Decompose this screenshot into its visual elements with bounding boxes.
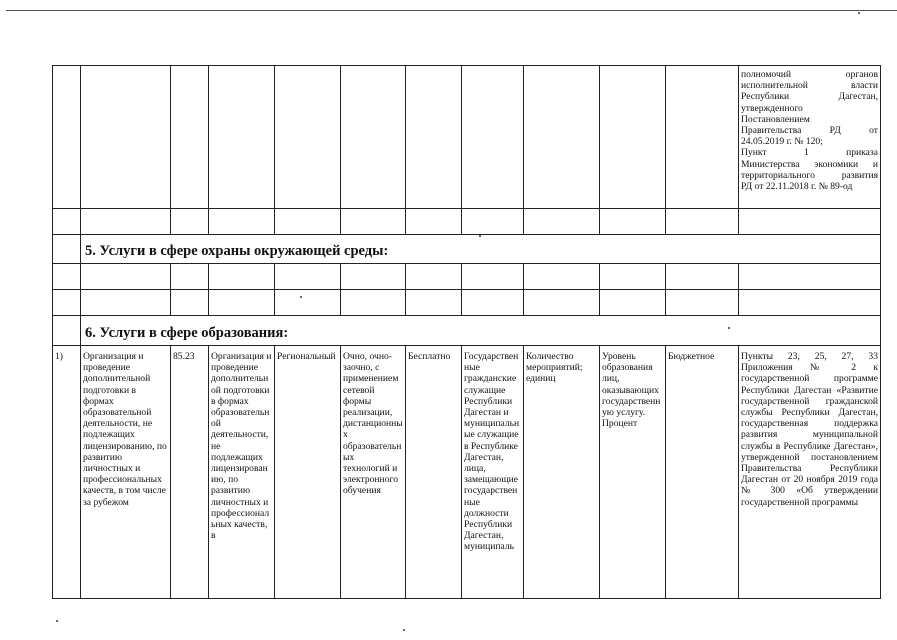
cell-quality: Уровень образования лиц, оказывающих государственную услугу. Процент [600, 346, 666, 599]
basis-line: утвержденного [741, 102, 803, 114]
scan-speck [403, 629, 405, 631]
cell-description: Организация и проведение дополнительной подготовки в формах образовательной деятельности, не подлежащих лицензированию, по развитию личностных и профессиональных качеств, в [209, 346, 275, 599]
cell-form [341, 66, 406, 209]
cell-num: 1) [53, 346, 81, 599]
table-row-empty [53, 290, 881, 316]
cell-funding: Бюджетное [666, 346, 739, 599]
section-5-title: 5. Услуги в сфере охраны окружающей среды: [81, 235, 881, 264]
services-table [52, 65, 881, 599]
basis-line: полномочий органов [741, 69, 878, 80]
cell-num [53, 66, 81, 209]
basis-line: территориального развития [741, 169, 878, 181]
cell-volume: Количество мероприятий; единиц [524, 346, 600, 599]
cell-recipients: Государственные гражданские служащие Республики Дагестан и муниципальные служащие в Республике Дагестан, лица, замещающие государственные должности Республики Дагестан, муниципаль [462, 346, 524, 599]
scan-speck [300, 296, 302, 298]
table-row [53, 346, 881, 599]
scan-speck [858, 12, 860, 14]
cell-legal-basis [739, 66, 881, 209]
basis-line: РД от 22.11.2018 г. № 89-од [741, 181, 853, 193]
basis-line: Правительства РД от [741, 125, 878, 137]
table-row-continuation [53, 66, 881, 209]
cell-level: Региональный [275, 346, 341, 599]
basis-line: Министерства экономики и [741, 158, 878, 170]
cell-code [171, 66, 209, 209]
section-heading-row [53, 235, 881, 264]
section-6-title: 6. Услуги в сфере образования: [81, 316, 881, 346]
basis-line: исполнительной власти [741, 80, 878, 92]
cell-volume [524, 66, 600, 209]
scan-speck [479, 235, 481, 237]
cell-description [209, 66, 275, 209]
cell-funding [666, 66, 739, 209]
table-row-empty [53, 209, 881, 235]
page-top-rule [6, 10, 897, 11]
scan-speck [728, 327, 730, 329]
basis-line: 24.05.2019 г. № 120; [741, 136, 823, 148]
section-heading-row [53, 316, 881, 346]
cell-legal-basis: Пункты 23, 25, 27, 33 Приложения № 2 к государственной программе Республики Дагестан «Развитие государственной гражданской службы Республики Дагестан, государственная поддержка развития муниципальной службы в Республике Дагестан», утвержденной постановлением Правительства Республики Дагестан от 20 ноября 2019 года № 300 «Об утверждении государственной программы [739, 346, 881, 599]
cell-payment [406, 66, 462, 209]
basis-line: Республики Дагестан, [741, 91, 878, 103]
table-row-empty [53, 264, 881, 290]
cell-level [275, 66, 341, 209]
cell-quality [600, 66, 666, 209]
cell-code: 85.23 [171, 346, 209, 599]
cell-name [81, 66, 171, 209]
cell-name: Организация и проведение дополнительной подготовки в формах образовательной деятельности, не подлежащих лицензированию, по развитию личностных и профессиональных качеств, в том числе за рубежом [81, 346, 171, 599]
basis-line: Постановлением [741, 113, 810, 125]
cell-recipients [462, 66, 524, 209]
scan-speck [56, 620, 58, 622]
cell-payment: Бесплатно [406, 346, 462, 599]
cell-form: Очно, очно-заочно, с применением сетевой формы реализации, дистанционных образовательных технологий и электронного обучения [341, 346, 406, 599]
basis-line: Пункт 1 приказа [741, 147, 878, 159]
